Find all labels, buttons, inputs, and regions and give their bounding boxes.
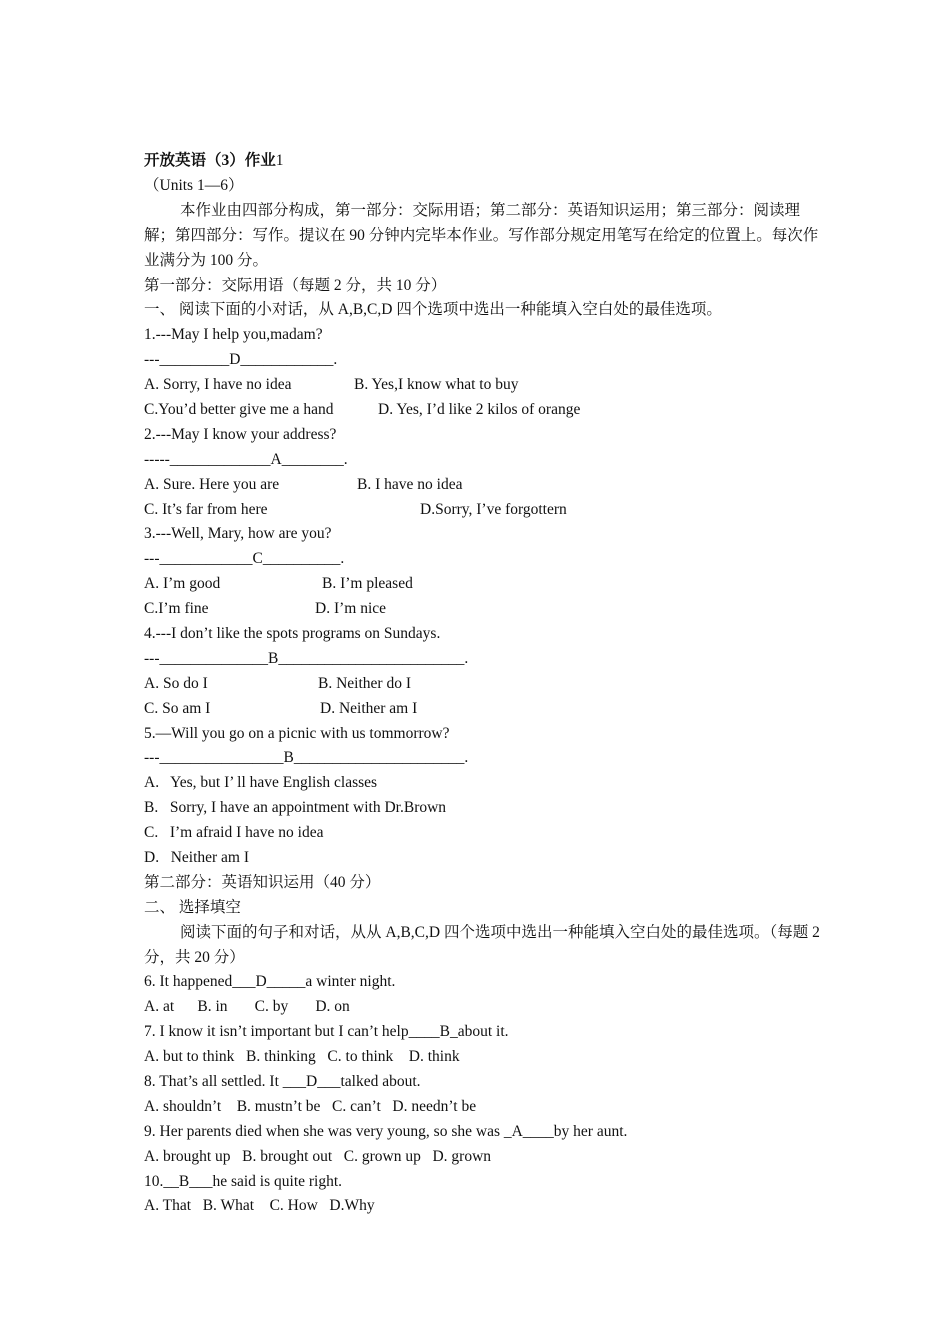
q5-option-d: D. Neither am I [144,848,250,866]
q7-question: 7. I know it isn’t important but I can’t help____B_about it. [144,1023,509,1041]
q4-options-row2 [144,697,824,722]
q4-option-a: A. So do I [144,674,208,692]
document-body [144,149,824,1219]
part1-heading: 第一部分：交际用语（每题 2 分，共 10 分） [144,276,447,294]
q3-option-d: D. I’m nice [315,600,387,618]
q2-question: 2.---May I know your address? [144,425,337,443]
q7-options: A. but to think B. thinking C. to think D. think [144,1048,460,1066]
q10-question: 10.__B___he said is quite right. [144,1172,343,1190]
q4-question: 4.---I don’t like the spots programs on Sundays. [144,624,441,642]
q4-option-c: C. So am I [144,699,211,717]
q5-option-a: A. Yes, but I’ ll have English classes [144,774,378,792]
q9-question: 9. Her parents died when she was very young, so she was _A____by her aunt. [144,1122,628,1140]
q3-option-c: C.I’m fine [144,600,209,618]
q4-option-d: D. Neither am I [320,699,418,717]
q5-question: 5.—Will you go on a picnic with us tommorrow? [144,724,450,742]
part1-instruction: 一、 阅读下面的小对话，从 A,B,C,D 四个选项中选出一种能填入空白处的最佳选项。 [144,301,722,319]
q2-option-c: C. It’s far from here [144,500,268,518]
q1-question: 1.---May I help you,madam? [144,326,323,344]
q3-question: 3.---Well, Mary, how are you? [144,525,332,543]
q4-option-b: B. Neither do I [318,674,411,692]
document-title [144,149,824,174]
part2-heading: 第二部分：英语知识运用（40 分） [144,873,381,891]
q1-option-d: D. Yes, I’d like 2 kilos of orange [378,400,581,418]
q5-answer-line: ---________________B______________________. [144,749,469,767]
q1-option-c: C.You’d better give me a hand [144,400,334,418]
title-text: 开放英语（3）作业 [144,152,276,169]
q4-answer-line: ---______________B________________________. [144,649,469,667]
q1-options-row1 [144,373,824,398]
q6-question: 6. It happened___D_____a winter night. [144,973,396,991]
q3-option-a: A. I’m good [144,575,221,593]
q2-option-b: B. I have no idea [357,475,463,493]
q4-options-row1 [144,672,824,697]
q5-option-c: C. I’m afraid I have no idea [144,824,324,842]
q3-option-b: B. I’m pleased [322,575,413,593]
q8-question: 8. That’s all settled. It ___D___talked about. [144,1073,421,1091]
units-range: （Units 1—6） [144,176,244,194]
q8-options: A. shouldn’t B. mustn’t be C. can’t D. needn’t be [144,1097,477,1115]
q2-options-row2 [144,498,824,523]
q5-option-b: B. Sorry, I have an appointment with Dr.Brown [144,799,447,817]
q1-answer-line: ---_________D____________. [144,351,338,369]
q1-option-a: A. Sorry, I have no idea [144,376,292,394]
part2-section: 二、 选择填空 [144,898,241,916]
q6-options: A. at B. in C. by D. on [144,998,350,1016]
q3-options-row1 [144,572,824,597]
q10-options: A. That B. What C. How D.Why [144,1197,375,1215]
q1-options-row2 [144,398,824,423]
q2-answer-line: -----_____________A________. [144,450,348,468]
title-number: 1 [275,152,284,169]
q3-answer-line: ---____________C__________. [144,550,345,568]
part2-instruction: 阅读下面的句子和对话，从从 A,B,C,D 四个选项中选出一种能填入空白处的最佳选项。（每题 2 分，共 20 分） [144,923,820,966]
intro-paragraph: 本作业由四部分构成，第一部分：交际用语；第二部分：英语知识运用；第三部分：阅读理解；第四部分：写作。提议在 90 分钟内完毕本作业。写作部分规定用笔写在给定的位置上。每次作业满分为 100 分。 [144,201,819,269]
q2-options-row1 [144,473,824,498]
q3-options-row2 [144,597,824,622]
q9-options: A. brought up B. brought out C. grown up D. grown [144,1147,492,1165]
q2-option-a: A. Sure. Here you are [144,475,280,493]
q1-option-b: B. Yes,I know what to buy [354,376,519,394]
q2-option-d: D.Sorry, I’ve forgottern [420,500,567,518]
